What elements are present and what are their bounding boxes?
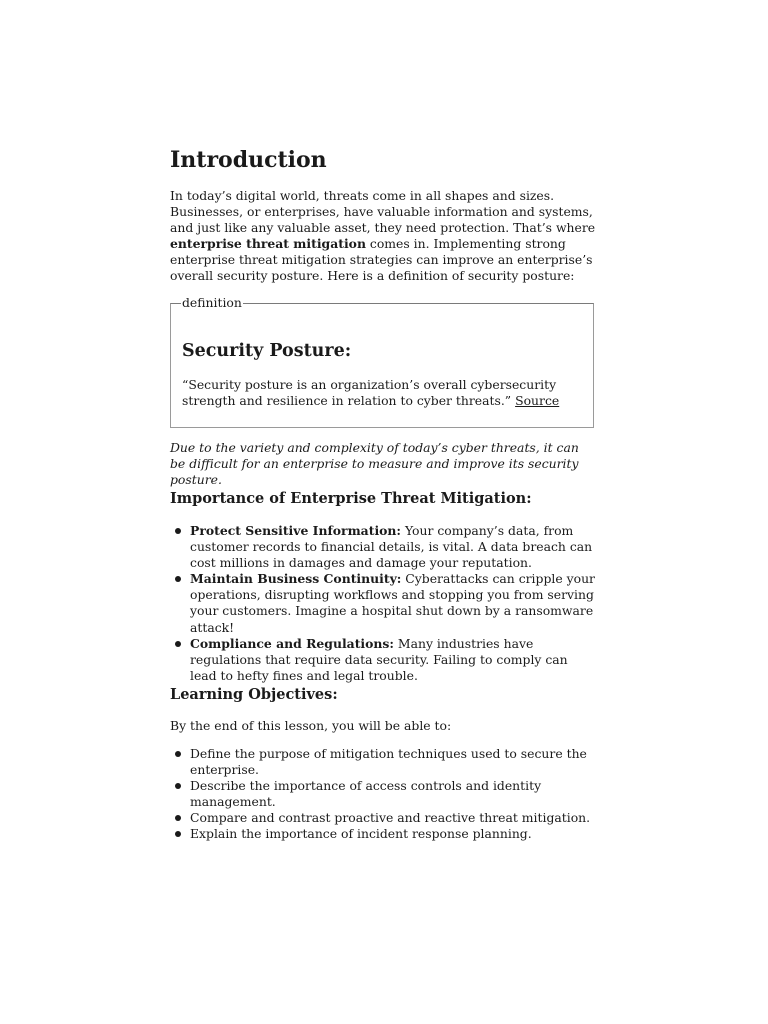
list-item	[170, 636, 598, 684]
page-title: Introduction	[170, 147, 327, 173]
list-item-label: Protect Sensitive Information:	[190, 523, 401, 538]
list-item-text: Cyberattacks can cripple your operations, disrupting workflows and stopping you from serving your customers. Imagine a hospital shut down by a ransomware attack!	[190, 571, 595, 635]
list-item-label: Compliance and Regulations:	[190, 635, 394, 651]
list-item: Compare and contrast proactive and reactive threat mitigation.	[170, 810, 598, 826]
list-item: Explain the importance of incident response planning.	[170, 826, 598, 842]
definition-title: Security Posture:	[182, 341, 352, 361]
definition-legend: definition	[182, 295, 242, 310]
definition-quote	[182, 377, 582, 409]
list-item-text: Many industries have regulations that require data security. Failing to comply can lead to hefty fines and legal trouble.	[190, 635, 568, 683]
intro-text-start: In today’s digital world, threats come in all shapes and sizes. Businesses, or enterprises, have valuable information and systems, and just like any valuable asset, they need protection. That’s where	[170, 188, 596, 236]
intro-bold-term: enterprise threat mitigation	[170, 236, 366, 252]
list-item	[170, 571, 598, 635]
objectives-heading: Learning Objectives:	[170, 686, 338, 703]
list-item: Define the purpose of mitigation techniques used to secure the enterprise.	[170, 746, 598, 778]
definition-quote-text: “Security posture is an organization’s overall cybersecurity strength and resilience in relation to cyber threats.”	[182, 377, 557, 409]
list-item-text: Your company’s data, from customer records to financial details, is vital. A data breach can cost millions in damages and damage your reputation.	[190, 523, 593, 571]
list-item-label: Maintain Business Continuity:	[190, 571, 402, 587]
importance-heading: Importance of Enterprise Threat Mitigation:	[170, 490, 532, 507]
source-link[interactable]: Source	[515, 393, 560, 409]
italic-note: Due to the variety and complexity of today’s cyber threats, it can be difficult for an enterprise to measure and improve its security posture.	[170, 440, 579, 488]
objectives-lead: By the end of this lesson, you will be able to:	[170, 718, 452, 733]
intro-paragraph	[170, 188, 598, 285]
importance-list	[170, 523, 598, 684]
list-item	[170, 523, 598, 571]
intro-text-end: comes in. Implementing strong enterprise threat mitigation strategies can improve an enterprise’s overall security posture. Here is a definition of security posture:	[170, 236, 593, 284]
objectives-list	[170, 746, 598, 843]
list-item: Describe the importance of access controls and identity management.	[170, 778, 598, 810]
